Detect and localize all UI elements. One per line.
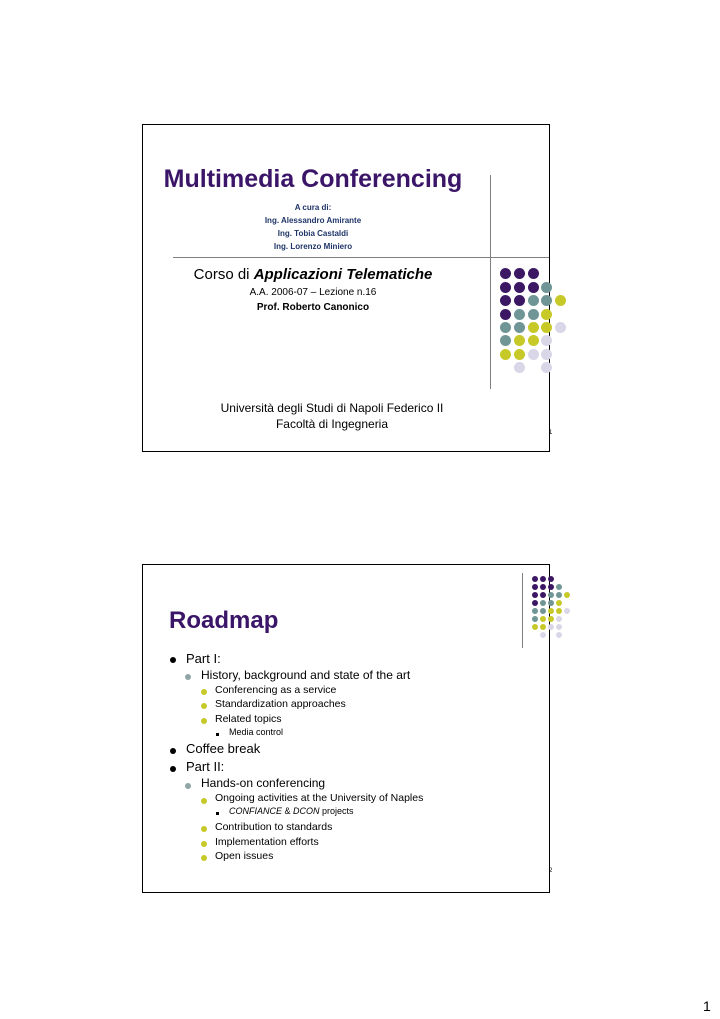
dot [514, 268, 525, 279]
course-prefix: Corso di [193, 266, 250, 283]
list-item: Contribution to standards [215, 821, 333, 833]
dot [500, 295, 511, 306]
dot [528, 309, 539, 320]
dot [514, 322, 525, 333]
author-2: Ing. Tobia Castaldi [277, 229, 349, 238]
dot [532, 600, 538, 606]
lecture-info: A.A. 2006-07 – Lezione n.16 [249, 287, 377, 298]
list-item: Part II: [186, 759, 225, 774]
bullet-dot [201, 841, 207, 847]
dot [514, 349, 525, 360]
author-1: Ing. Alessandro Amirante [264, 216, 362, 225]
dot [548, 600, 554, 606]
page-number: 1 [703, 998, 711, 1014]
projects-text: projects [319, 806, 354, 816]
dot [556, 592, 562, 598]
authors-intro: A cura di: [294, 203, 332, 212]
dot [541, 362, 552, 373]
dot [532, 584, 538, 590]
dot [564, 608, 570, 614]
list-item: Ongoing activities at the University of Naples [215, 792, 424, 804]
dot [548, 584, 554, 590]
dot [556, 600, 562, 606]
dot [541, 295, 552, 306]
list-item [229, 806, 354, 816]
dot [541, 335, 552, 346]
university-name: Università degli Studi di Napoli Federico II [220, 401, 444, 415]
list-item: Part I: [186, 651, 221, 666]
slide-2 [142, 564, 553, 893]
list-item: Related topics [215, 713, 282, 725]
dot [528, 295, 539, 306]
divider-vertical [522, 573, 523, 648]
dot [514, 309, 525, 320]
bullet-dot [170, 748, 176, 754]
author-3: Ing. Lorenzo Miniero [273, 242, 353, 251]
bullet-dot [185, 674, 191, 680]
dot [556, 584, 562, 590]
dot [500, 322, 511, 333]
bullet-square [216, 812, 219, 815]
slide-title: Roadmap [169, 607, 279, 634]
slide-title: Multimedia Conferencing [163, 165, 463, 193]
list-item: Hands-on conferencing [201, 776, 326, 790]
dot [541, 322, 552, 333]
bullet-dot [201, 718, 207, 724]
bullet-dot [201, 689, 207, 695]
list-item: Media control [229, 727, 284, 737]
list-item: Implementation efforts [215, 836, 319, 848]
dot [556, 608, 562, 614]
bullet-dot [201, 798, 207, 804]
dot [548, 608, 554, 614]
project-dcon: DCON [293, 806, 320, 816]
dot [500, 349, 511, 360]
slide-number: 1 [549, 430, 553, 436]
list-item: Open issues [215, 850, 274, 862]
dot [528, 282, 539, 293]
dot [541, 282, 552, 293]
list-item: History, background and state of the art [201, 668, 411, 682]
dot [500, 268, 511, 279]
professor-name: Prof. Roberto Canonico [256, 302, 370, 313]
project-confiance: CONFIANCE [229, 806, 283, 816]
slide-1 [142, 124, 553, 452]
dot [541, 309, 552, 320]
dot [540, 608, 546, 614]
faculty-name: Facoltà di Ingegneria [275, 417, 389, 431]
dot [532, 576, 538, 582]
dot [528, 349, 539, 360]
dot [532, 616, 538, 622]
dot [500, 282, 511, 293]
bullet-dot [201, 826, 207, 832]
dot [556, 632, 562, 638]
bullet-dot [185, 783, 191, 789]
dot [540, 592, 546, 598]
dot [556, 616, 562, 622]
dot [548, 592, 554, 598]
dot [540, 600, 546, 606]
list-item: Coffee break [186, 741, 261, 756]
dot [514, 335, 525, 346]
dot [500, 309, 511, 320]
bullet-dot [170, 657, 176, 663]
bullet-dot [170, 766, 176, 772]
dot [540, 632, 546, 638]
dot [555, 295, 566, 306]
divider-vertical [490, 175, 491, 389]
dot [540, 576, 546, 582]
bullet-dot [201, 855, 207, 861]
dot [540, 616, 546, 622]
dot [540, 584, 546, 590]
authors-block [143, 201, 483, 253]
dot [564, 592, 570, 598]
course-line [143, 266, 483, 283]
dot [555, 322, 566, 333]
dot [514, 282, 525, 293]
dot [528, 268, 539, 279]
dot [548, 624, 554, 630]
divider-horizontal [173, 257, 549, 258]
bullet-square [216, 733, 219, 736]
dot [500, 335, 511, 346]
course-name: Applicazioni Telematiche [253, 266, 433, 283]
dot [514, 362, 525, 373]
dot [532, 592, 538, 598]
dot [532, 608, 538, 614]
dot [528, 335, 539, 346]
dot [541, 349, 552, 360]
dot [548, 616, 554, 622]
list-item: Standardization approaches [215, 698, 346, 710]
list-item: Conferencing as a service [215, 684, 337, 696]
dot [514, 295, 525, 306]
dot [548, 576, 554, 582]
slide-number: 2 [549, 868, 553, 874]
dot [528, 322, 539, 333]
connector-text: & [282, 806, 294, 816]
dot [540, 624, 546, 630]
bullet-dot [201, 703, 207, 709]
dot [532, 624, 538, 630]
dot [556, 624, 562, 630]
